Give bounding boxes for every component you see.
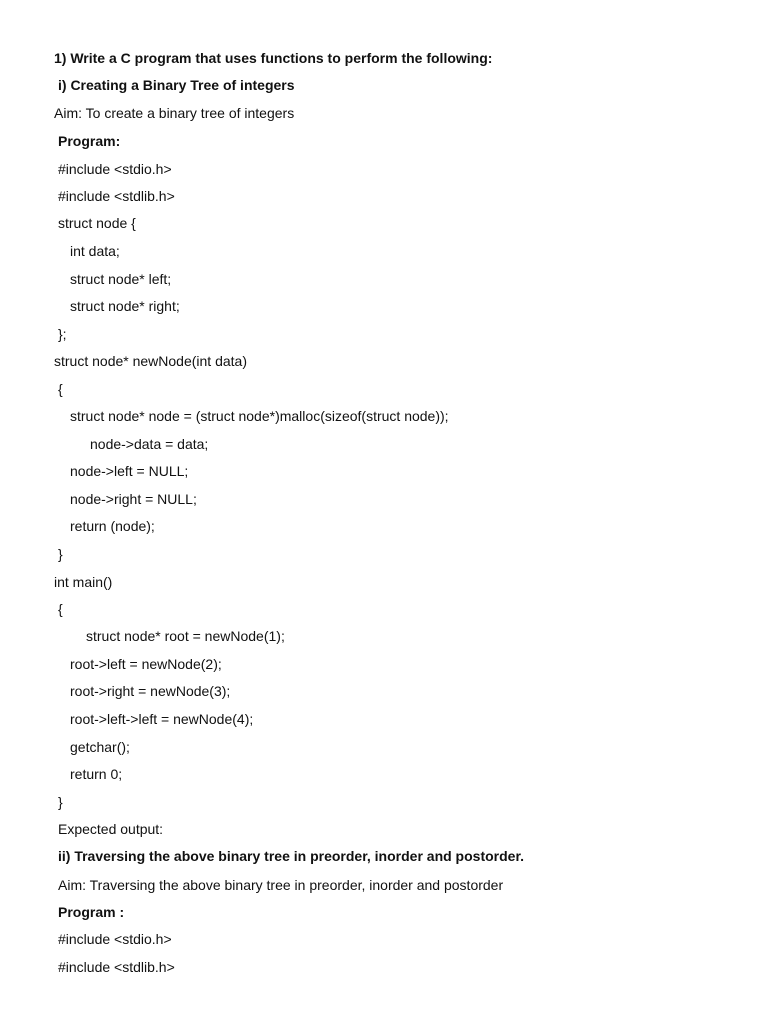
code-line: root->left = newNode(2); xyxy=(70,656,222,672)
code-line: struct node* right; xyxy=(70,298,180,314)
code-line: struct node* newNode(int data) xyxy=(54,353,247,369)
code-line: } xyxy=(58,794,63,810)
code-line: } xyxy=(58,546,63,562)
aim-text: Aim: To create a binary tree of integers xyxy=(54,105,295,121)
code-line: root->right = newNode(3); xyxy=(70,683,231,699)
code-line: node->data = data; xyxy=(90,436,209,452)
code-line: node->left = NULL; xyxy=(70,463,189,479)
code-line: struct node* node = (struct node*)malloc(sizeof(struct node)); xyxy=(70,408,449,424)
code-line: node->right = NULL; xyxy=(70,491,197,507)
code-line: return (node); xyxy=(70,518,155,534)
question-heading: 1) Write a C program that uses functions to perform the following: xyxy=(54,50,493,66)
program-label: Program : xyxy=(58,904,125,920)
code-line: int data; xyxy=(70,243,120,259)
code-line: struct node* left; xyxy=(70,271,172,287)
code-line: struct node { xyxy=(58,215,136,231)
code-line: #include <stdio.h> xyxy=(58,931,172,947)
section-heading-creating: i) Creating a Binary Tree of integers xyxy=(58,77,295,93)
code-line: int main() xyxy=(54,574,113,590)
program-label: Program: xyxy=(58,133,121,149)
code-line: root->left->left = newNode(4); xyxy=(70,711,254,727)
code-line: { xyxy=(58,601,63,617)
section-heading-traversing: ii) Traversing the above binary tree in preorder, inorder and postorder. xyxy=(58,848,525,864)
code-line: #include <stdlib.h> xyxy=(58,188,175,204)
code-line: }; xyxy=(58,326,67,342)
code-line: #include <stdio.h> xyxy=(58,161,172,177)
code-line: struct node* root = newNode(1); xyxy=(86,628,285,644)
code-line: return 0; xyxy=(70,766,123,782)
code-line: getchar(); xyxy=(70,739,130,755)
expected-output-label: Expected output: xyxy=(58,821,164,837)
code-line: #include <stdlib.h> xyxy=(58,959,175,975)
code-line: { xyxy=(58,381,63,397)
aim-text: Aim: Traversing the above binary tree in preorder, inorder and postorder xyxy=(58,877,504,893)
